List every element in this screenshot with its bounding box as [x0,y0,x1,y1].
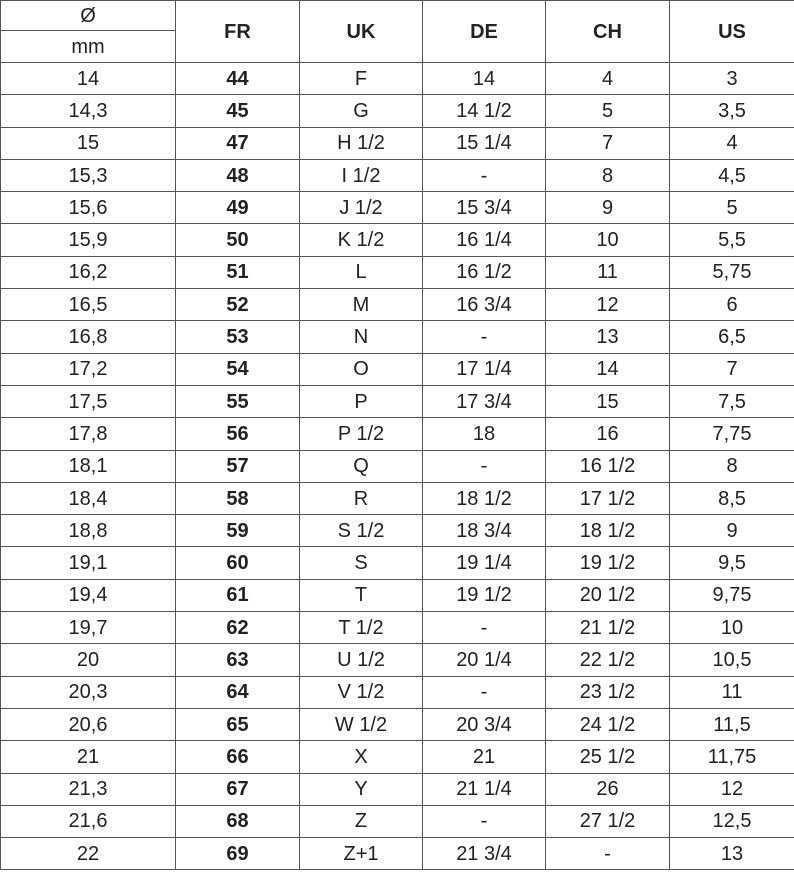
cell-mm: 16,2 [1,256,176,288]
cell-uk: O [300,353,423,385]
cell-uk: G [300,95,423,127]
cell-uk: N [300,321,423,353]
cell-de: 14 1/2 [423,95,546,127]
cell-fr: 52 [176,289,300,321]
cell-ch: 20 1/2 [546,579,670,611]
cell-mm: 19,1 [1,547,176,579]
cell-us: 11,5 [670,708,794,740]
cell-de: 21 [423,741,546,773]
cell-uk: L [300,256,423,288]
cell-de: 21 1/4 [423,773,546,805]
table-row [1,385,794,417]
cell-de: 21 3/4 [423,838,546,870]
header-diameter [1,1,176,63]
cell-mm: 14,3 [1,95,176,127]
cell-us: 6,5 [670,321,794,353]
cell-uk: Z+1 [300,838,423,870]
cell-uk: T 1/2 [300,612,423,644]
cell-ch: 13 [546,321,670,353]
cell-us: 3 [670,63,794,95]
cell-de: - [423,159,546,191]
cell-fr: 63 [176,644,300,676]
cell-ch: 7 [546,127,670,159]
cell-de: 15 3/4 [423,192,546,224]
header-uk: UK [300,1,423,63]
cell-fr: 67 [176,773,300,805]
cell-de: - [423,321,546,353]
cell-us: 9,5 [670,547,794,579]
cell-mm: 14 [1,63,176,95]
cell-de: 18 3/4 [423,515,546,547]
cell-fr: 65 [176,708,300,740]
cell-fr: 45 [176,95,300,127]
cell-uk: X [300,741,423,773]
cell-de: - [423,612,546,644]
cell-us: 7,5 [670,385,794,417]
cell-fr: 57 [176,450,300,482]
cell-mm: 15,6 [1,192,176,224]
table-row [1,256,794,288]
cell-fr: 64 [176,676,300,708]
cell-de: 19 1/2 [423,579,546,611]
table-row [1,289,794,321]
cell-us: 9,75 [670,579,794,611]
cell-mm: 21,3 [1,773,176,805]
cell-us: 3,5 [670,95,794,127]
cell-fr: 61 [176,579,300,611]
cell-us: 9 [670,515,794,547]
table-row [1,773,794,805]
cell-fr: 55 [176,385,300,417]
cell-ch: 23 1/2 [546,676,670,708]
cell-de: 16 3/4 [423,289,546,321]
cell-us: 11 [670,676,794,708]
cell-us: 5,75 [670,256,794,288]
cell-de: - [423,450,546,482]
cell-mm: 18,8 [1,515,176,547]
cell-fr: 50 [176,224,300,256]
cell-ch: 12 [546,289,670,321]
cell-fr: 48 [176,159,300,191]
cell-us: 5,5 [670,224,794,256]
cell-fr: 44 [176,63,300,95]
cell-de: 20 3/4 [423,708,546,740]
cell-ch: 8 [546,159,670,191]
cell-de: 20 1/4 [423,644,546,676]
cell-uk: M [300,289,423,321]
table-row [1,192,794,224]
cell-us: 10 [670,612,794,644]
cell-ch: 22 1/2 [546,644,670,676]
cell-de: 17 1/4 [423,353,546,385]
cell-uk: H 1/2 [300,127,423,159]
cell-mm: 22 [1,838,176,870]
table-row [1,708,794,740]
table-row [1,95,794,127]
cell-ch: 27 1/2 [546,805,670,837]
header-de: DE [423,1,546,63]
table-row [1,838,794,870]
cell-mm: 18,1 [1,450,176,482]
cell-mm: 15 [1,127,176,159]
diameter-symbol: Ø [1,1,175,31]
cell-de: - [423,805,546,837]
cell-us: 4,5 [670,159,794,191]
cell-us: 10,5 [670,644,794,676]
cell-mm: 21 [1,741,176,773]
table-row [1,224,794,256]
table-row [1,450,794,482]
cell-de: 16 1/4 [423,224,546,256]
cell-fr: 51 [176,256,300,288]
cell-us: 7 [670,353,794,385]
cell-uk: J 1/2 [300,192,423,224]
cell-mm: 16,8 [1,321,176,353]
cell-uk: T [300,579,423,611]
cell-uk: I 1/2 [300,159,423,191]
cell-mm: 17,8 [1,418,176,450]
cell-fr: 56 [176,418,300,450]
cell-us: 7,75 [670,418,794,450]
cell-us: 12 [670,773,794,805]
cell-fr: 54 [176,353,300,385]
cell-fr: 62 [176,612,300,644]
cell-us: 12,5 [670,805,794,837]
table-row [1,741,794,773]
cell-us: 11,75 [670,741,794,773]
table-row [1,676,794,708]
cell-ch: 21 1/2 [546,612,670,644]
cell-us: 8 [670,450,794,482]
cell-ch: - [546,838,670,870]
cell-us: 8,5 [670,482,794,514]
cell-ch: 17 1/2 [546,482,670,514]
header-row [1,1,794,63]
cell-mm: 17,5 [1,385,176,417]
cell-uk: K 1/2 [300,224,423,256]
cell-mm: 15,9 [1,224,176,256]
table-row [1,612,794,644]
table-row [1,579,794,611]
cell-mm: 15,3 [1,159,176,191]
cell-de: 17 3/4 [423,385,546,417]
table-row [1,159,794,191]
cell-ch: 19 1/2 [546,547,670,579]
cell-uk: P 1/2 [300,418,423,450]
cell-mm: 18,4 [1,482,176,514]
cell-fr: 58 [176,482,300,514]
cell-ch: 25 1/2 [546,741,670,773]
cell-uk: W 1/2 [300,708,423,740]
cell-uk: S [300,547,423,579]
cell-ch: 26 [546,773,670,805]
cell-uk: Z [300,805,423,837]
cell-fr: 59 [176,515,300,547]
table-row [1,515,794,547]
cell-de: 18 [423,418,546,450]
cell-ch: 5 [546,95,670,127]
cell-ch: 4 [546,63,670,95]
cell-fr: 69 [176,838,300,870]
header-ch: CH [546,1,670,63]
cell-ch: 10 [546,224,670,256]
cell-ch: 16 [546,418,670,450]
cell-mm: 20,6 [1,708,176,740]
cell-fr: 68 [176,805,300,837]
cell-fr: 47 [176,127,300,159]
table-row [1,63,794,95]
table-row [1,418,794,450]
table-row [1,644,794,676]
header-us: US [670,1,794,63]
table-row [1,805,794,837]
cell-fr: 53 [176,321,300,353]
cell-mm: 17,2 [1,353,176,385]
cell-mm: 20 [1,644,176,676]
table-row [1,482,794,514]
cell-mm: 16,5 [1,289,176,321]
table-row [1,127,794,159]
cell-de: 19 1/4 [423,547,546,579]
cell-mm: 21,6 [1,805,176,837]
cell-de: 16 1/2 [423,256,546,288]
cell-uk: U 1/2 [300,644,423,676]
cell-fr: 60 [176,547,300,579]
cell-us: 13 [670,838,794,870]
cell-ch: 24 1/2 [546,708,670,740]
cell-de: 18 1/2 [423,482,546,514]
cell-ch: 11 [546,256,670,288]
cell-uk: V 1/2 [300,676,423,708]
cell-uk: S 1/2 [300,515,423,547]
cell-ch: 15 [546,385,670,417]
table-row [1,547,794,579]
cell-uk: F [300,63,423,95]
cell-uk: P [300,385,423,417]
cell-ch: 16 1/2 [546,450,670,482]
cell-mm: 19,7 [1,612,176,644]
cell-de: 14 [423,63,546,95]
cell-uk: Y [300,773,423,805]
cell-us: 4 [670,127,794,159]
cell-mm: 19,4 [1,579,176,611]
cell-fr: 66 [176,741,300,773]
cell-ch: 14 [546,353,670,385]
cell-ch: 18 1/2 [546,515,670,547]
cell-us: 6 [670,289,794,321]
diameter-unit: mm [71,35,105,58]
cell-mm: 20,3 [1,676,176,708]
table-row [1,353,794,385]
cell-de: - [423,676,546,708]
cell-fr: 49 [176,192,300,224]
cell-us: 5 [670,192,794,224]
cell-ch: 9 [546,192,670,224]
cell-de: 15 1/4 [423,127,546,159]
cell-uk: R [300,482,423,514]
cell-uk: Q [300,450,423,482]
header-fr: FR [176,1,300,63]
table-row [1,321,794,353]
